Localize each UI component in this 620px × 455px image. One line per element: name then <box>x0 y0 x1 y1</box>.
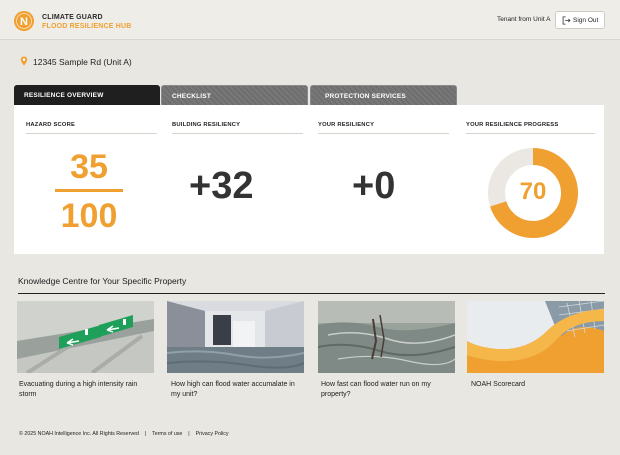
fraction-bar <box>55 189 123 192</box>
building-resiliency-value: +32 <box>189 165 254 207</box>
footer <box>19 431 229 437</box>
brand-subtitle: FLOOD RESILIENCE HUB <box>42 23 132 30</box>
card-image-flood-speed[interactable] <box>318 301 455 373</box>
brand-name: CLIMATE GUARD <box>42 14 103 21</box>
brand-logo-icon[interactable] <box>14 11 34 31</box>
divider <box>18 293 605 294</box>
card-image-evacuation[interactable] <box>17 301 154 373</box>
flooded-room-photo-icon <box>167 301 304 373</box>
card-caption[interactable]: How fast can flood water run on my property? <box>321 381 431 398</box>
tenant-label: Tenant from Unit A <box>497 16 551 23</box>
card-image-flood-height[interactable] <box>167 301 304 373</box>
svg-text:N: N <box>20 15 28 28</box>
copyright-text: © 2025 NOAH Intelligence Inc. All Rights Reserved <box>19 431 139 437</box>
tab-resilience-overview[interactable] <box>14 85 160 105</box>
sign-out-icon <box>562 16 571 25</box>
hazard-score-max: 100 <box>60 197 118 235</box>
hazard-score-title: HAZARD SCORE <box>26 122 76 128</box>
tab-checklist[interactable] <box>161 85 308 105</box>
card-caption[interactable]: NOAH Scorecard <box>471 381 526 388</box>
tab-label: CHECKLIST <box>172 93 211 100</box>
knowledge-centre-title: Knowledge Centre for Your Specific Property <box>18 276 187 286</box>
property-address: 12345 Sample Rd (Unit A) <box>33 57 132 67</box>
scorecard-graphic-icon <box>467 301 604 373</box>
footer-separator: | <box>188 431 190 437</box>
tab-label: PROTECTION SERVICES <box>325 93 406 100</box>
card-caption[interactable]: How high can flood water accumalate in my unit? <box>171 381 295 398</box>
terms-link[interactable]: Terms of use <box>152 431 183 437</box>
exit-sign-photo-icon <box>17 301 154 373</box>
your-resiliency-title: YOUR RESILIENCY <box>318 122 375 128</box>
privacy-link[interactable]: Privacy Policy <box>195 431 229 437</box>
card-image-scorecard[interactable] <box>467 301 604 373</box>
flood-water-photo-icon <box>318 301 455 373</box>
hazard-score-value: 35 <box>70 148 108 186</box>
sign-out-label: Sign Out <box>573 17 599 24</box>
building-resiliency-title: BUILDING RESILIENCY <box>172 122 241 128</box>
divider <box>466 133 595 134</box>
top-header <box>0 0 620 40</box>
your-resiliency-value: +0 <box>352 165 396 207</box>
tab-label: RESILIENCE OVERVIEW <box>24 92 104 99</box>
resilience-progress-title: YOUR RESILIENCE PROGRESS <box>466 122 559 128</box>
divider <box>172 133 303 134</box>
divider <box>318 133 449 134</box>
tab-protection-services[interactable] <box>310 85 457 105</box>
footer-separator: | <box>144 431 147 437</box>
sign-out-button[interactable] <box>555 11 605 29</box>
location-pin-icon <box>20 56 28 66</box>
divider <box>26 133 157 134</box>
card-caption[interactable]: Evacuating during a high intensity rain storm <box>19 381 138 398</box>
progress-value: 70 <box>519 178 547 205</box>
